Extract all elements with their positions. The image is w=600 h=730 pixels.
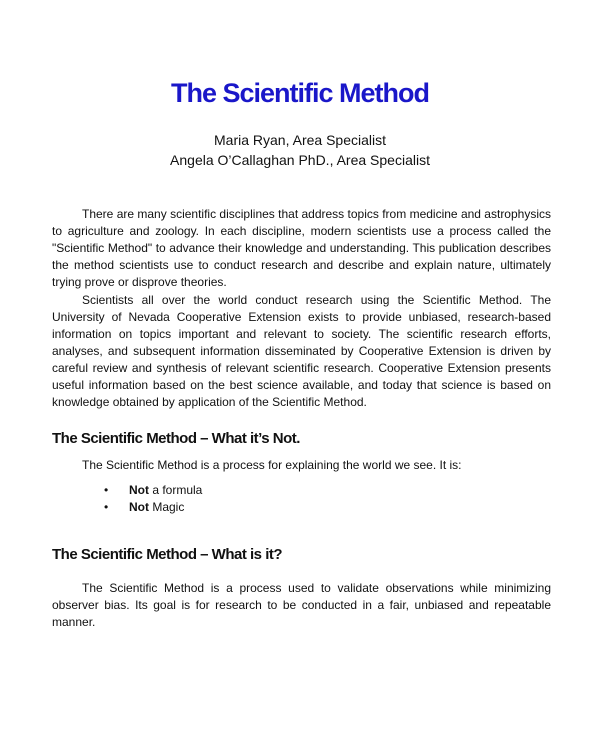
list-item <box>100 499 202 516</box>
section-heading-not: The Scientific Method – What it’s Not. <box>52 430 300 447</box>
section-is-paragraph: The Scientific Method is a process used to validate observations while minimizing observer bias. Its goal is for research to be conducted in a fair, unbiased and repeatable manner. <box>52 581 551 629</box>
intro-paragraph: There are many scientific disciplines that address topics from medicine and astrophysics to agriculture and zoology. In each discipline, modern scientists use a process called the "Scientific Method" to advance their knowledge and understanding. This publication describes the method scientists use to conduct research and describe and explain nature, ultimately trying prove or disprove theories. <box>52 207 551 289</box>
body-paragraph: Scientists all over the world conduct research using the Scientific Method. The University of Nevada Cooperative Extension exists to provide unbiased, research-based information on topics important and relevant to society. The scientific research efforts, analyses, and subsequent information disseminated by Cooperative Extension is driven by careful review and synthesis of relevant scientific research. Cooperative Extension presents useful information based on the best science available, and today that science is based on knowledge obtained by application of the Scientific Method. <box>52 293 551 409</box>
author-line: Angela O’Callaghan PhD., Area Specialist <box>170 152 430 168</box>
document-title: The Scientific Method <box>170 78 430 108</box>
author-block <box>0 130 600 170</box>
bullet-icon: • <box>104 500 109 514</box>
bullet-icon: • <box>104 483 109 497</box>
list-item <box>100 482 202 499</box>
bullet-text: Magic <box>149 500 185 514</box>
bullet-bold: Not <box>129 483 149 497</box>
section-heading-is: The Scientific Method – What is it? <box>52 546 283 563</box>
bullet-text: a formula <box>149 483 203 497</box>
bullet-list <box>100 482 202 516</box>
author-line: Maria Ryan, Area Specialist <box>214 132 386 148</box>
section-not-intro: The Scientific Method is a process for explaining the world we see. It is: <box>82 458 462 472</box>
bullet-bold: Not <box>129 500 149 514</box>
